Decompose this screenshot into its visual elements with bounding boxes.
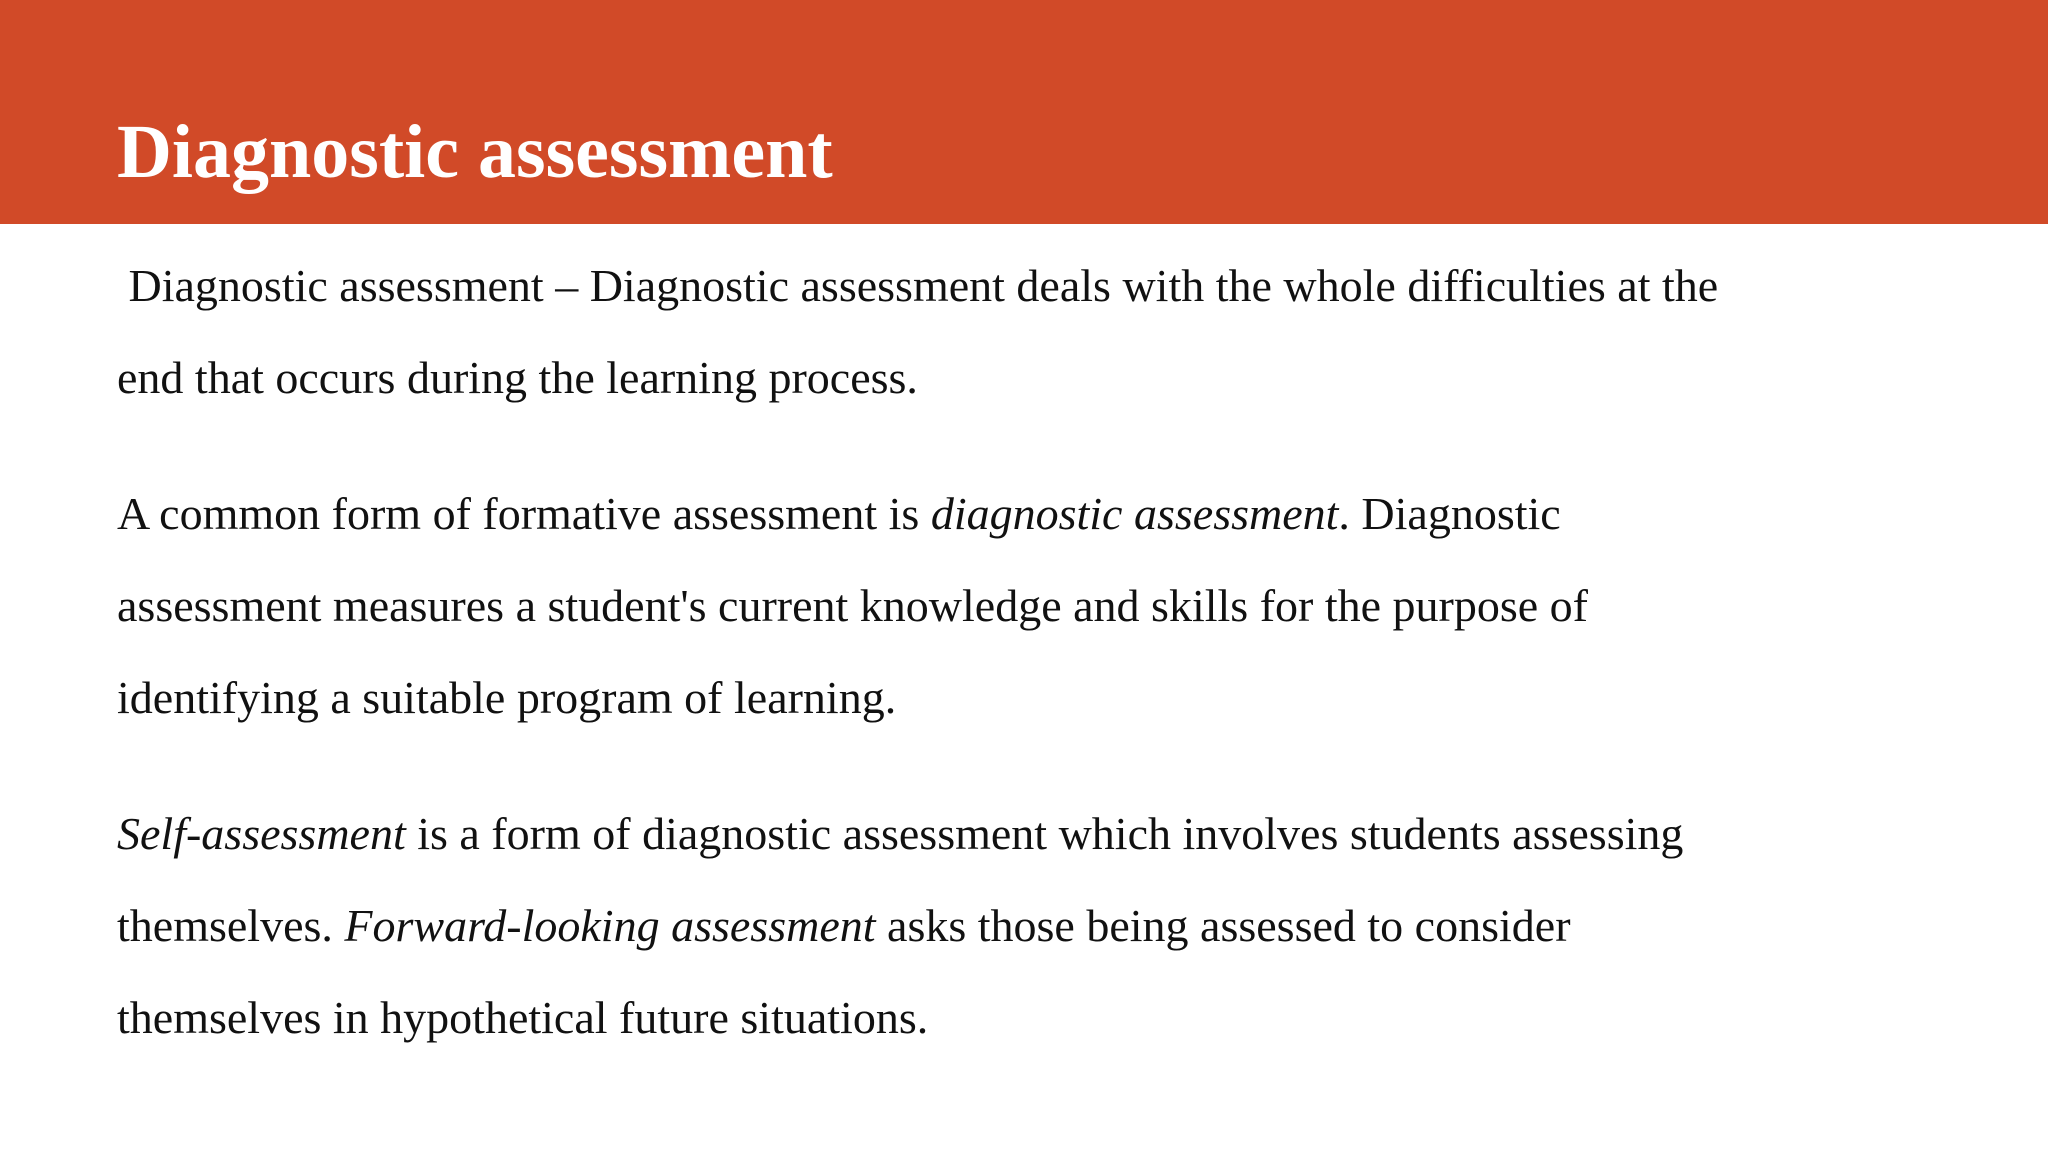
paragraph-self-assessment-line-3: themselves in hypothetical future situations. xyxy=(117,992,929,1043)
paragraph-formative-line-1 xyxy=(117,468,1977,560)
paragraph-formative-line-1-prefix: A common form of formative assessment is xyxy=(117,488,931,539)
title-bar xyxy=(0,0,2048,224)
paragraph-formative xyxy=(117,468,1977,744)
paragraph-self-assessment xyxy=(117,788,1977,1064)
paragraph-formative-line-3: identifying a suitable program of learning. xyxy=(117,672,897,723)
paragraph-definition-line-1: Diagnostic assessment – Diagnostic assessment deals with the whole difficulties at the xyxy=(117,260,1719,311)
paragraph-formative-line-1-suffix: . Diagnostic xyxy=(1338,488,1561,539)
paragraph-self-assessment-line-2-prefix: themselves. xyxy=(117,900,345,951)
paragraph-definition-line-2: end that occurs during the learning process. xyxy=(117,352,918,403)
slide-title: Diagnostic assessment xyxy=(117,110,833,194)
paragraph-self-assessment-line-1 xyxy=(117,788,1977,880)
paragraph-self-assessment-line-2 xyxy=(117,880,1977,972)
paragraph-definition xyxy=(117,240,1977,424)
paragraph-self-assessment-line-1-suffix: is a form of diagnostic assessment which involves students assessing xyxy=(405,808,1684,859)
paragraph-self-assessment-line-2-suffix: asks those being assessed to consider xyxy=(875,900,1571,951)
slide-body xyxy=(117,240,1977,1064)
emphasis-self-assessment: Self-assessment xyxy=(117,808,406,859)
paragraph-formative-line-2: assessment measures a student's current knowledge and skills for the purpose of xyxy=(117,580,1588,631)
emphasis-diagnostic-assessment: diagnostic assessment xyxy=(930,488,1339,539)
emphasis-forward-looking-assessment: Forward-looking assessment xyxy=(344,900,876,951)
